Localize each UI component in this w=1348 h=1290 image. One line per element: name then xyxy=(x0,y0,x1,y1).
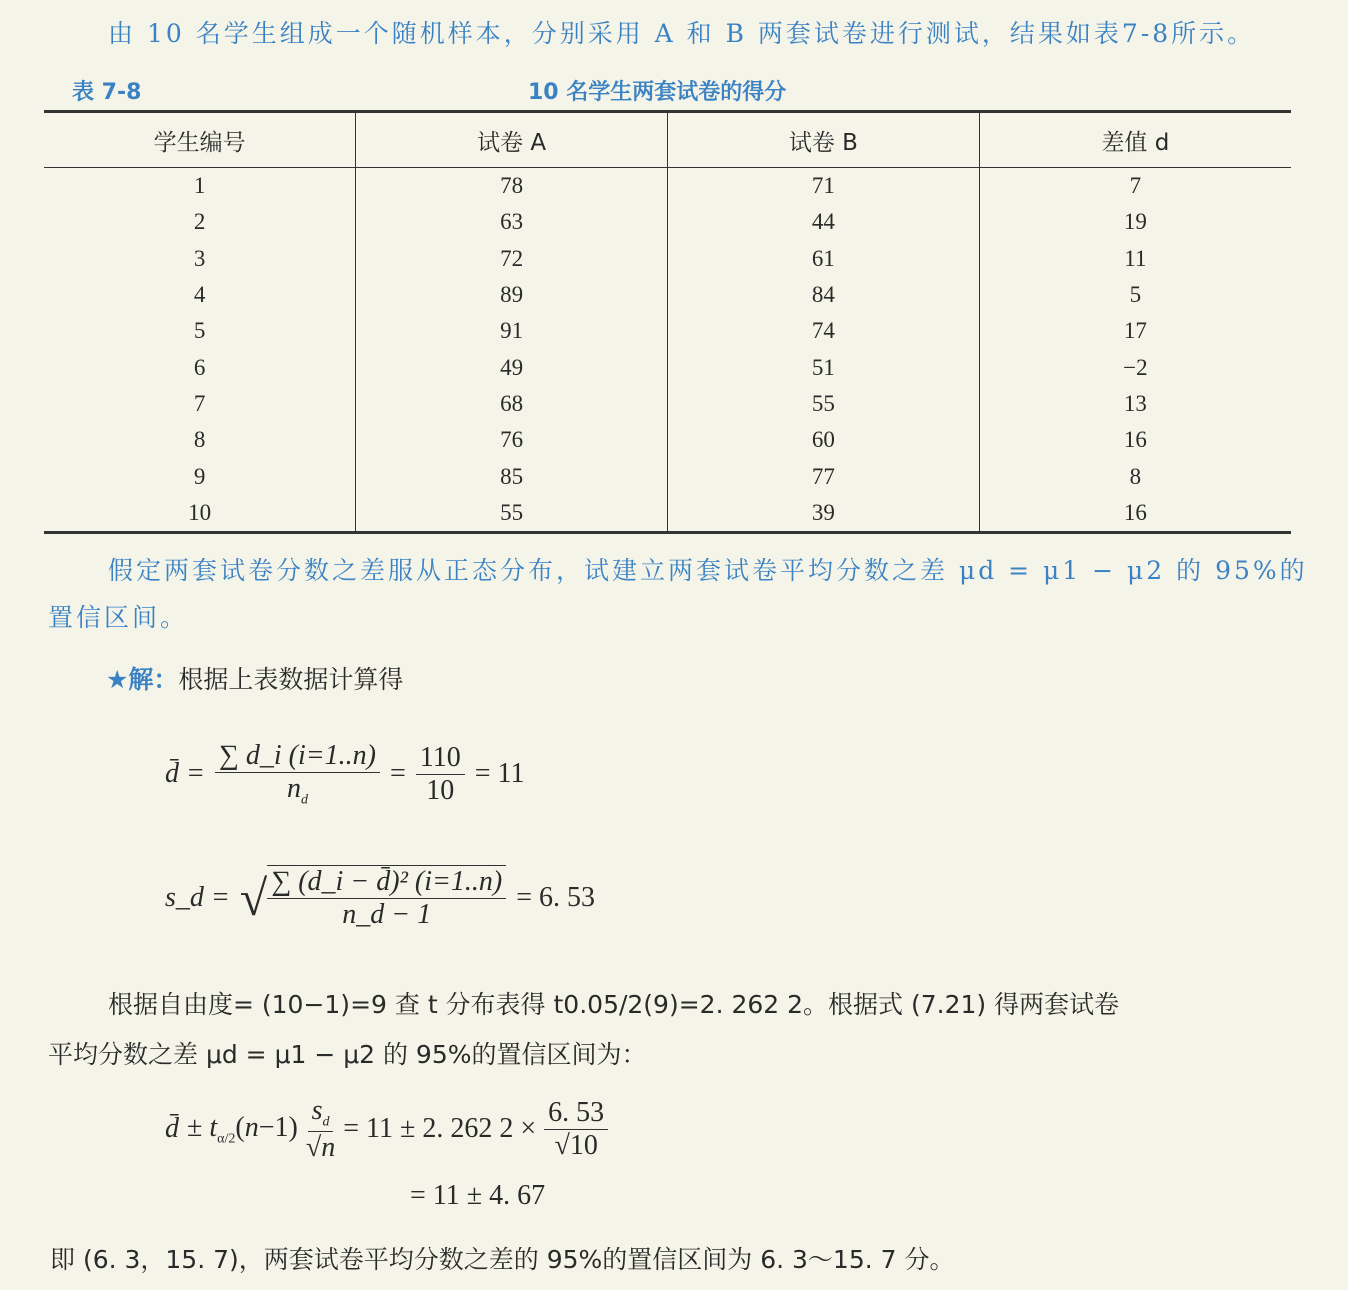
table-cell: 11 xyxy=(979,241,1291,277)
table-cell: 8 xyxy=(193,427,206,453)
col-header: 试卷 B xyxy=(668,112,980,168)
fraction-numerator: 6. 53 xyxy=(544,1097,608,1130)
fraction-numerator: 110 xyxy=(416,742,465,775)
table-cell: 76 xyxy=(356,422,668,458)
table-row xyxy=(44,241,1291,277)
table-cell: 68 xyxy=(356,386,668,422)
col-header: 试卷 A xyxy=(356,112,668,168)
col-header: 差值 d xyxy=(979,112,1291,168)
formula-interval: d̄ ± $t_{\alpha/2}(n-1)$ $\frac{s_d}{√n}$ = 11 ± 2. 262 2 × $\frac{6. 53}{√10}$ xyxy=(165,1095,608,1164)
table-cell: −2 xyxy=(979,349,1291,385)
table-cell: 4 xyxy=(193,282,206,308)
formula-mean: d̄ = $\frac{\sum d\_i (i=1..n)}{n_d}$ = $\frac{110}{10}$ = 11 xyxy=(165,740,525,808)
table-row xyxy=(44,313,1291,349)
intro-text: 由 10 名学生组成一个随机样本，分别采用 A 和 B 两套试卷进行测试，结果如表7-8所示。 xyxy=(108,19,1256,48)
table-cell: 77 xyxy=(668,458,980,494)
question-line2: 置信区间。 xyxy=(48,603,189,632)
para-line2: 平均分数之差 μd = μ1 − μ2 的 95%的置信区间为： xyxy=(48,1040,647,1069)
table-cell: 72 xyxy=(356,241,668,277)
conclusion: 即 (6. 3，15. 7)，两套试卷平均分数之差的 95%的置信区间为 6. 3～15. 7 分。 xyxy=(50,1245,955,1274)
fraction-denominator: 10 xyxy=(426,774,455,806)
table-cell: 2 xyxy=(193,209,206,235)
table-row xyxy=(44,349,1291,385)
sd-denominator: n_d − 1 xyxy=(342,899,432,930)
interval-rhs: = 11 ± 2. 262 2 × xyxy=(343,1113,537,1145)
table-cell: 10 xyxy=(44,495,356,533)
para-line1: 根据自由度= (10−1)=9 查 t 分布表得 t0.05/2(9)=2. 262 2。根据式 (7.21) 得两套试卷 xyxy=(108,990,1120,1019)
table-cell: 84 xyxy=(668,277,980,313)
table-cell: 61 xyxy=(668,241,980,277)
table-cell: 85 xyxy=(356,458,668,494)
table-row xyxy=(44,386,1291,422)
mean-result: = 11 xyxy=(474,758,525,790)
table-cell: 74 xyxy=(668,313,980,349)
sd-numerator: ∑ (d_i − d̄)² (i=1..n) xyxy=(267,866,506,899)
table-cell: 55 xyxy=(356,495,668,533)
table-cell: 44 xyxy=(668,204,980,240)
table-cell: 5 xyxy=(193,318,206,344)
table-row xyxy=(44,458,1291,494)
table-cell: 3 xyxy=(193,245,206,271)
table-cell: 63 xyxy=(356,204,668,240)
formula-sd: s_d = √ $\frac{\text{∑ (d\_i − d̄)² (i=1..n)}}{n\_d - 1}$ = 6. 53 xyxy=(165,866,596,930)
table-row xyxy=(44,204,1291,240)
table-cell: 13 xyxy=(979,386,1291,422)
table-cell: 16 xyxy=(979,495,1291,533)
table-cell: 55 xyxy=(668,386,980,422)
table-row xyxy=(44,422,1291,458)
table-cell: 8 xyxy=(979,458,1291,494)
solution-text: 根据上表数据计算得 xyxy=(178,665,404,694)
table-cell: 60 xyxy=(668,422,980,458)
table-cell: 19 xyxy=(979,204,1291,240)
fraction-denominator: √10 xyxy=(554,1129,598,1161)
table-cell: 51 xyxy=(668,349,980,385)
table-title: 10 名学生两套试卷的得分 xyxy=(528,80,787,105)
sd-lhs: s_d = xyxy=(165,882,230,913)
sd-result: = 6. 53 xyxy=(516,882,596,913)
table-cell: 71 xyxy=(668,168,980,205)
table-cell: 7 xyxy=(193,390,206,416)
table-cell: 91 xyxy=(356,313,668,349)
table-row xyxy=(44,168,1291,205)
table-cell: 9 xyxy=(193,463,206,489)
interval-result: = 11 ± 4. 67 xyxy=(410,1180,546,1211)
table-row xyxy=(44,495,1291,533)
table-label: 表 7-8 xyxy=(72,80,142,105)
table-cell: 49 xyxy=(356,349,668,385)
solution-label: ★解： xyxy=(106,665,179,694)
table-cell: 39 xyxy=(668,495,980,533)
table-cell: 17 xyxy=(979,313,1291,349)
table-cell: 7 xyxy=(979,168,1291,205)
table-cell: 5 xyxy=(979,277,1291,313)
table-row xyxy=(44,277,1291,313)
col-header: 学生编号 xyxy=(44,112,356,168)
table-cell: 1 xyxy=(193,173,206,199)
sum-numerator: ∑ d_i (i=1..n) xyxy=(215,740,380,773)
table-cell: 16 xyxy=(979,422,1291,458)
table-cell: 78 xyxy=(356,168,668,205)
scores-table xyxy=(44,110,1291,534)
question-line1: 假定两套试卷分数之差服从正态分布，试建立两套试卷平均分数之差 μd = μ1 − μ2 的 95%的 xyxy=(108,556,1308,585)
table-cell: 89 xyxy=(356,277,668,313)
table-cell: 6 xyxy=(193,354,206,380)
